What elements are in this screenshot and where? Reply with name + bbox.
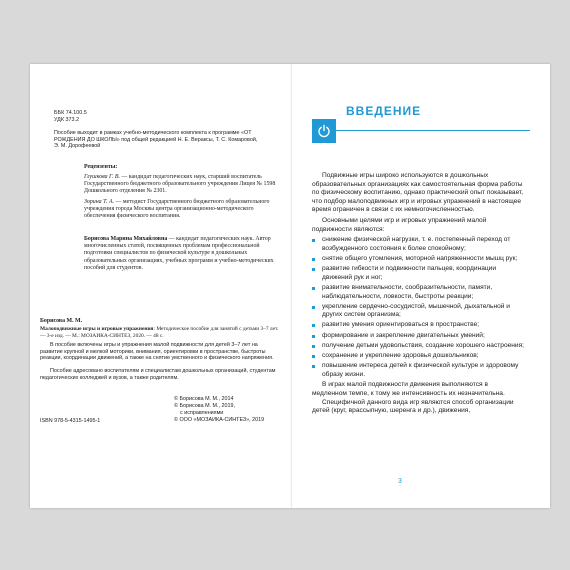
list-item: повышение интереса детей к физической культуре и здоровому образу жизни. (312, 362, 524, 379)
power-icon-glyph (317, 124, 331, 138)
chapter-title: ВВЕДЕНИЕ (346, 104, 422, 118)
series-note: Пособие выходит в рамках учебно-методического комплекта к программе «ОТ РОЖДЕНИЯ ДО ШКОЛЫ» под общей редакцией Н. Е. Веракcы, Т. С. Комаровой, Э. М. Дорофеевой (54, 130, 258, 150)
paragraph-4: Специфичной данного вида игр являются способ организации детей (круг, врассыпную, шеренга и др.), движения, (312, 398, 514, 415)
reviewer-2-name: Зорина Т. А. (84, 199, 115, 205)
catalog-author: Борисова М. М. (40, 318, 83, 324)
power-icon (312, 119, 336, 143)
reviewer-2-text: — методист Государственного бюджетного образовательного учреждения города Москвы центра организационно-методического обеспечения физического воспитания. (84, 199, 270, 220)
isbn: ISBN 978-5-4315-1495-1 (40, 418, 101, 424)
catalog-audience: Пособие адресовано воспитателям и специалистам дошкольных организаций, студентам педагогических колледжей и вузов, а также родителям. (40, 368, 276, 381)
catalog-title: Малоподвижные игры и игровые упражнения (40, 326, 154, 332)
copyright-4: © ООО «МОЗАИКА-СИНТЕЗ», 2019 (174, 417, 265, 423)
reviewer-1-text: — кандидат педагогических наук, старший воспитатель Государственного бюджетного образовательного учреждения Лицея № 1598 Дошкольного отделения № 2301. (84, 174, 276, 195)
list-item: снижение физической нагрузки, т. е. постепенный переход от возбужденного состояния к более спокойному; (312, 236, 524, 253)
left-page (30, 64, 292, 508)
copyright-3: с исправлениями (180, 410, 224, 416)
reviewers-heading: Рецензенты: (84, 164, 118, 170)
paragraph-3: В играх малой подвижности движения выполняются в медленном темпе, к тому же интенсивность их незначительна. (312, 381, 505, 397)
catalog-text: : Методическое пособие для занятий с детьми 3–7 лет. — 3-е изд. — М.: МОЗАИКА-СИНТЕЗ, 2020. — 48 с. (40, 326, 279, 339)
catalog-entry (40, 326, 280, 339)
list-item: сохранение и укрепление здоровья дошкольников; (312, 352, 524, 361)
author-text: — кандидат педагогических наук. Автор многочисленных статей, посвященных проблемам профессиональной подготовки специалистов по физической культуре в дошкольных образовательных организациях, учебных программ и учебно-методических пособий для студентов. (84, 236, 274, 271)
list-item: снятие общего утомления, моторной напряженности мышц рук; (312, 255, 524, 264)
reviewer-1 (84, 174, 280, 196)
list-item: развитие внимательности, сообразительности, памяти, наблюдательности, ловкости, быстроты реакции; (312, 284, 524, 301)
right-page (292, 64, 550, 508)
author-bio (84, 236, 280, 272)
list-item: укрепление сердечно-сосудистой, мышечной, дыхательной и других систем организма; (312, 303, 524, 320)
list-item: развитие умения ориентироваться в пространстве; (312, 321, 524, 330)
reviewer-1-name: Глушкова Г. В. (84, 174, 120, 180)
catalog-annotation: В пособие включены игры и упражнения малой подвижности для детей 3–7 лет на развитие крупной и мелкой моторики, внимания, ориентировки в пространстве, быстроты реакции, координации движений, а также на снятие умственного и физического напряжения. (40, 342, 274, 362)
list-item: получение детьми удовольствия, создание хорошего настроения; (312, 342, 524, 351)
intro-body (312, 172, 524, 416)
bbk-code: ББК 74.100.5 (54, 110, 87, 116)
paragraph-1: Подвижные игры широко используются в дошкольных образовательных организациях как самостоятельная форма работы по физическому воспитанию, однако практический опыт показывает, что подбор малоподвижных игр и игровых упражнений в настоящее время ограничен в связи с их немногочисленностью. (312, 172, 524, 214)
list-item: формирование и закрепление двигательных умений; (312, 332, 524, 341)
header-rule (336, 130, 530, 131)
list-item: развитие гибкости и подвижности пальцев, координации движений рук и ног; (312, 265, 524, 282)
page-number: 3 (398, 478, 402, 485)
author-name: Борисова Марина Михайловна (84, 236, 168, 242)
copyright-2: © Борисова М. М., 2019, (174, 403, 236, 409)
paragraph-2: Основными целями игр и игровых упражнений малой подвижности являются: (312, 216, 487, 233)
goals-list (312, 236, 524, 379)
copyright-1: © Борисова М. М., 2014 (174, 396, 234, 402)
reviewer-2 (84, 199, 280, 221)
udk-code: УДК 373.2 (54, 117, 79, 123)
